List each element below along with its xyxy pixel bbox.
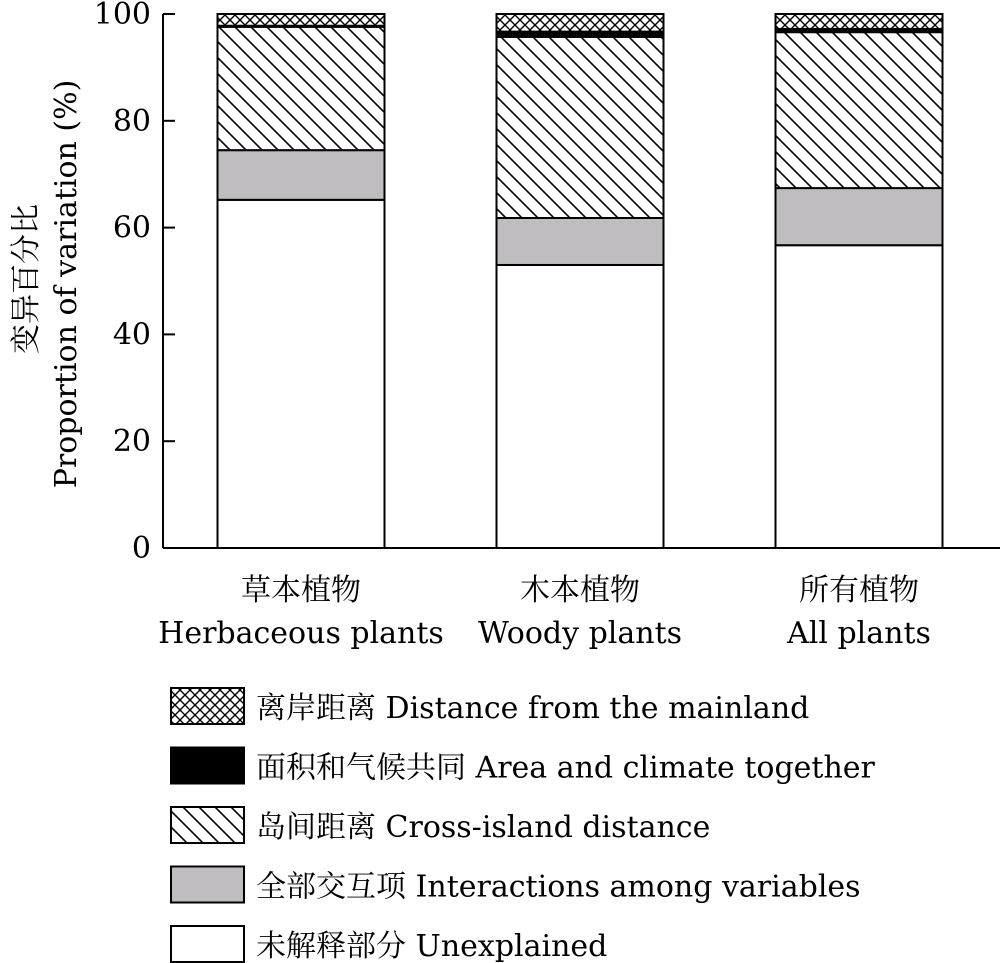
y-axis-label-en: Proportion of variation (%) <box>49 79 84 489</box>
x-category-label-en: Woody plants <box>477 616 683 651</box>
y-tick-label: 40 <box>112 317 151 353</box>
legend-label: 未解释部分 Unexplained <box>256 929 608 963</box>
y-tick-label: 0 <box>131 531 151 566</box>
y-tick-label: 20 <box>112 424 151 460</box>
x-category-label-en: Herbaceous plants <box>158 616 444 651</box>
legend-label: 全部交互项 Interactions among variables <box>256 869 861 905</box>
legend <box>171 688 876 963</box>
bar-segment <box>497 218 664 265</box>
bar-segment <box>218 14 385 26</box>
bar-segment <box>218 27 385 150</box>
legend-swatch <box>171 807 244 843</box>
x-category-label-zh: 木本植物 <box>520 573 640 608</box>
plot-area <box>94 0 1000 651</box>
bar-segment <box>776 14 943 29</box>
legend-label: 离岸距离 Distance from the mainland <box>256 691 810 726</box>
y-tick-label: 80 <box>112 103 151 139</box>
x-category-label-en: All plants <box>787 616 931 651</box>
x-category-label-zh: 所有植物 <box>799 573 919 608</box>
bar-segment <box>218 200 385 548</box>
legend-label: 岛间距离 Cross-island distance <box>256 810 711 845</box>
bar-segment <box>776 32 943 188</box>
legend-label: 面积和气候共同 Area and climate together <box>256 750 875 786</box>
y-tick-label: 100 <box>93 0 151 32</box>
y-axis-title <box>9 80 84 489</box>
legend-swatch <box>171 688 244 724</box>
bar-segment <box>776 188 943 245</box>
bar-segment <box>776 245 943 548</box>
y-axis-label-zh: 变异百分比 <box>9 204 44 354</box>
y-tick-label: 60 <box>112 210 151 246</box>
legend-swatch <box>171 867 244 903</box>
bar-segment <box>497 265 664 548</box>
legend-swatch <box>171 926 244 962</box>
bar-segment <box>218 150 385 200</box>
bar-segment <box>497 14 664 32</box>
bar-segment <box>497 37 664 218</box>
x-category-label-zh: 草本植物 <box>241 573 361 608</box>
legend-swatch <box>171 748 244 784</box>
